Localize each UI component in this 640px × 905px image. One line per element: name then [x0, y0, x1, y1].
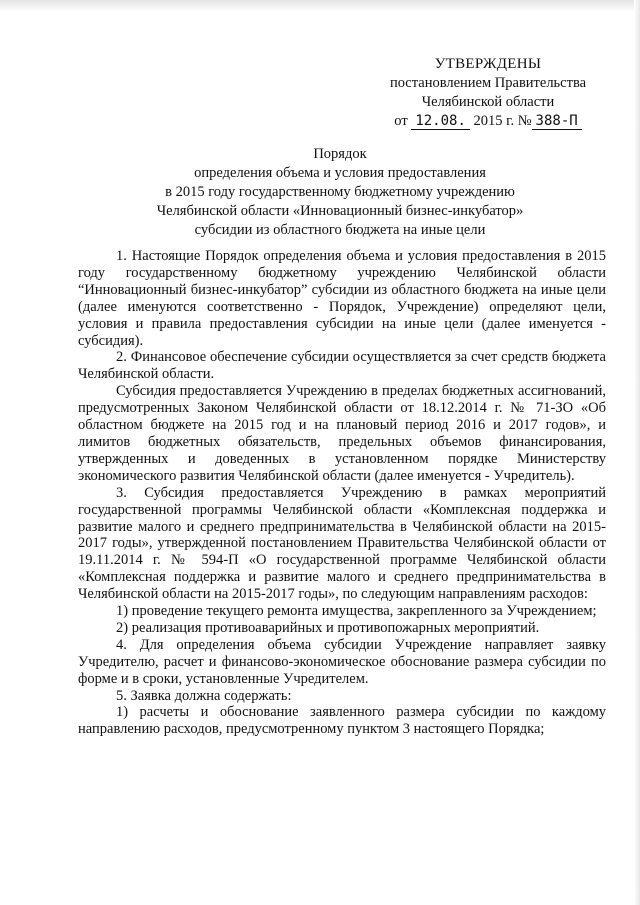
paragraph-1: 1. Настоящие Порядок определения объема и условия предоставления в 2015 году государственному бюджетному учреждению Челябинской области “Инновационный бизнес-инкубатор” субсидии из областного бюджета на иные цели (далее именуются соответственно - Порядок, Учреждение) определяют цели, условия и правила предоставления субсидии на иные цели (далее именуется - субсидия). [78, 248, 606, 349]
handwritten-date: 12.08. [411, 113, 470, 130]
title-line-2: определения объема и условия предоставления [194, 165, 486, 181]
paragraph-3: Субсидия предоставляется Учреждению в пределах бюджетных ассигнований, предусмотренных Законом Челябинской области от 18.12.2014 г. № 71-ЗО «Об областном бюджете на 2015 год и на плановый период 2016 и 2017 годов», и лимитов бюджетных обязательств, предельных объемов финансирования, утвержденных и доведенных в установленном порядке Министерству экономического развития Челябинской области (далее именуется - Учредитель). [78, 383, 606, 484]
title-line-1: Порядок [313, 146, 367, 162]
approval-date-line [370, 112, 606, 131]
document-title [80, 145, 600, 240]
handwritten-number: 388-П [532, 113, 582, 130]
approval-heading: УТВЕРЖДЕНЫ [434, 56, 542, 72]
paragraph-2: 2. Финансовое обеспечение субсидии осуществляется за счет средств бюджета Челябинской области. [78, 349, 606, 383]
paragraph-4: 3. Субсидия предоставляется Учреждению в рамках мероприятий государственной программы Челябинской области «Комплексная поддержка и развитие малого и среднего предпринимательства в Челябинской области на 2015-2017 годы», утвержденной постановлением Правительства Челябинской области от 19.11.2014 г. № 594-П «О государственной программе Челябинской области «Комплексная поддержка и развитие малого и среднего предпринимательства в Челябинской области на 2015-2017 годы», по следующим направлениям расходов: [78, 484, 606, 603]
approval-line-2: Челябинской области [421, 94, 555, 110]
year-text: 2015 г. № [473, 113, 532, 129]
title-line-4: Челябинской области «Инновационный бизнес-инкубатор» [156, 203, 524, 219]
title-line-3: в 2015 году государственному бюджетному учреждению [165, 184, 515, 200]
date-prefix: от [394, 113, 408, 129]
paragraph-6: 2) реализация противоаварийных и противопожарных мероприятий. [116, 619, 540, 636]
title-line-5: субсидии из областного бюджета на иные цели [194, 222, 486, 238]
approval-block [370, 55, 606, 131]
approval-line-1: постановлением Правительства [389, 75, 587, 91]
paragraph-7: 4. Для определения объема субсидии Учреждение направляет заявку Учредителю, расчет и финансово-экономическое обоснование размера субсидии по форме и в сроки, установленные Учредителем. [78, 636, 606, 687]
document-body [78, 248, 606, 738]
paragraph-5: 1) проведение текущего ремонта имущества, закрепленного за Учреждением; [116, 603, 597, 620]
paragraph-9: 1) расчеты и обоснование заявленного размера субсидии по каждому направлению расходов, предусмотренному пунктом 3 настоящего Порядка; [78, 704, 606, 738]
scan-top-edge [0, 0, 640, 12]
scan-right-edge [634, 0, 640, 905]
paragraph-8: 5. Заявка должна содержать: [116, 687, 292, 704]
